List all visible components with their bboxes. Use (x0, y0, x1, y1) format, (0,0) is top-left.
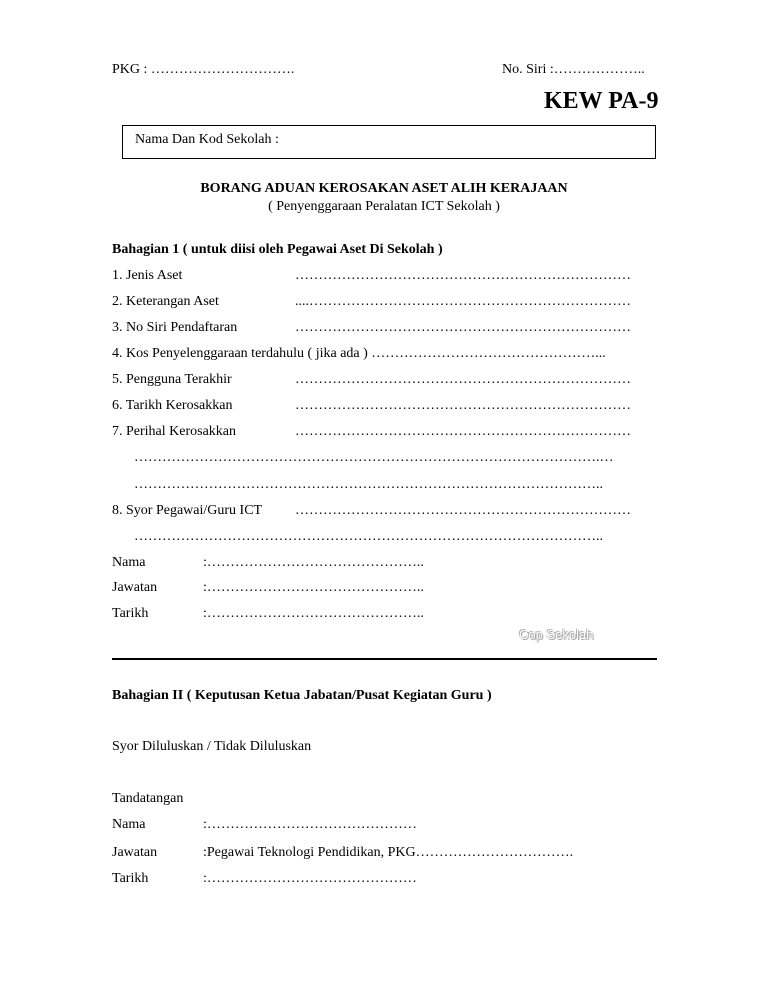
item-perihal-label: 7. Perihal Kerosakkan (112, 424, 237, 439)
item-syor-label: 8. Syor Pegawai/Guru ICT (112, 503, 263, 518)
sign-1-tarikh-label: Tarikh (112, 606, 149, 621)
item-no-siri-fill: ……………………………………………………………… (295, 320, 631, 335)
form-subtitle: ( Penyenggaraan Peralatan ICT Sekolah ) (268, 199, 500, 214)
sign-2-nama-label: Nama (112, 817, 146, 832)
sign-1-nama-label: Nama (112, 555, 146, 570)
sign-1-nama-value: :……………………………………….. (203, 555, 424, 570)
school-name-label: Nama Dan Kod Sekolah : (135, 132, 279, 147)
sign-2-jawatan-label: Jawatan (112, 845, 158, 860)
sign-2-jawatan-value: :Pegawai Teknologi Pendidikan, PKG……………………………. (203, 845, 574, 860)
item-keterangan-aset-fill: ....…………………………………………………………… (295, 294, 631, 309)
item-tarikh-kerosakkan-label: 6. Tarikh Kerosakkan (112, 398, 233, 413)
syor-extra-line: ……………………………………………………………………………………….. (134, 529, 603, 544)
sign-2-tarikh-value: :……………………………………… (203, 871, 417, 886)
sign-2-nama-value: :……………………………………… (203, 817, 417, 832)
sign-1-jawatan-label: Jawatan (112, 580, 158, 595)
pkg-field: PKG : …………………………. (112, 62, 295, 77)
sign-1-jawatan-value: :……………………………………….. (203, 580, 424, 595)
item-jenis-aset-label: 1. Jenis Aset (112, 268, 183, 283)
school-name-box (122, 125, 656, 159)
form-code: KEW PA-9 (544, 88, 659, 114)
school-stamp-label: Cop Sekolah (519, 627, 594, 642)
item-syor-fill: ……………………………………………………………… (295, 503, 631, 518)
item-jenis-aset-fill: ……………………………………………………………… (295, 268, 631, 283)
sign-2-tarikh-label: Tarikh (112, 871, 149, 886)
item-perihal-fill: ……………………………………………………………… (295, 424, 631, 439)
item-kos-label: 4. Kos Penyelenggaraan terdahulu ( jika ada ) …………………………………………... (112, 346, 606, 361)
section-divider (112, 658, 657, 660)
sign-1-tarikh-value: :……………………………………….. (203, 606, 424, 621)
item-pengguna-label: 5. Pengguna Terakhir (112, 372, 232, 387)
item-no-siri-label: 3. No Siri Pendaftaran (112, 320, 238, 335)
form-title: BORANG ADUAN KEROSAKAN ASET ALIH KERAJAAN (200, 181, 568, 196)
perihal-extra-line-2: ……………………………………………………………………………………….. (134, 477, 603, 492)
signature-label: Tandatangan (112, 791, 184, 806)
approval-choice: Syor Diluluskan / Tidak Diluluskan (112, 739, 312, 754)
item-tarikh-kerosakkan-fill: ……………………………………………………………… (295, 398, 631, 413)
item-keterangan-aset-label: 2. Keterangan Aset (112, 294, 219, 309)
section-1-heading: Bahagian 1 ( untuk diisi oleh Pegawai Aset Di Sekolah ) (112, 242, 443, 257)
item-pengguna-fill: ……………………………………………………………… (295, 372, 631, 387)
perihal-extra-line-1: ……………………………………………………………………………………….… (134, 450, 614, 465)
no-siri-field: No. Siri :……………….. (502, 62, 645, 77)
section-2-heading: Bahagian II ( Keputusan Ketua Jabatan/Pusat Kegiatan Guru ) (112, 688, 492, 703)
